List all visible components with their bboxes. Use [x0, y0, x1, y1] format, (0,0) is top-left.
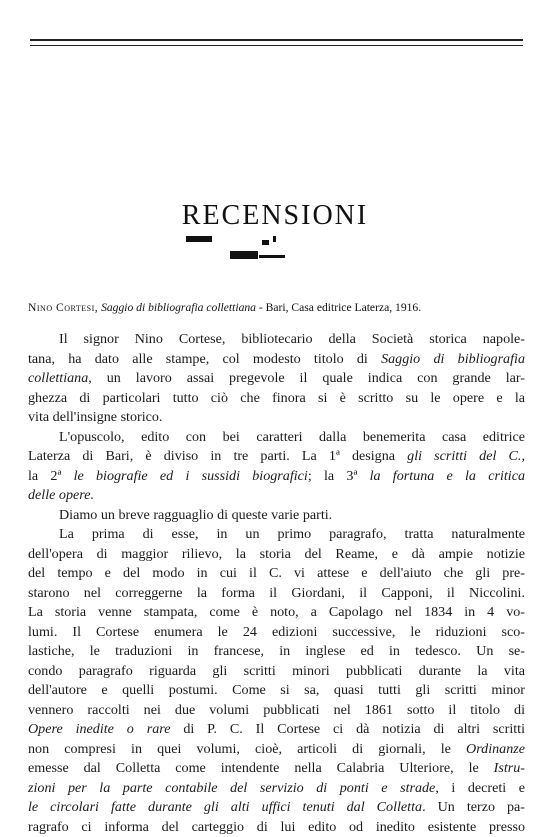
body-text: Diamo un breve ragguaglio di queste varie parti. [59, 507, 332, 523]
body-line [28, 350, 525, 370]
body-text: del tempo e del modo in cui il C. vi attese e dell'aiuto che gli pre- [28, 565, 525, 581]
italic-text: le circolari fatte durante gli alti uffici tenuti dal Colletta [28, 799, 422, 815]
body-text: , un lavoro assai pregevole il quale indica con grande lar- [88, 370, 525, 386]
body-text: lastiche, le traduzioni in francese, in inglese ed in tedesco. Un se- [28, 643, 525, 659]
body-text: vita dell'insigne storico. [28, 409, 162, 425]
body-line [28, 662, 525, 682]
body-text: . Un terzo pa- [422, 799, 525, 815]
body-line [28, 701, 525, 721]
body-line [28, 740, 525, 760]
body-line [28, 467, 525, 487]
body-text: vennero raccolti nei due volumi pubblicati nel 1861 sotto il titolo di [28, 702, 525, 718]
body-line [28, 759, 525, 779]
body-text: La storia venne stampata, come è noto, a Capolago nel 1834 in 4 vo- [28, 604, 525, 620]
body-line [28, 428, 525, 448]
italic-text: collettiana [28, 370, 88, 386]
body-line [28, 408, 525, 428]
body-line [28, 564, 525, 584]
body-line [28, 545, 525, 565]
body-text: La prima di esse, in un primo paragrafo, tratta naturalmente [59, 526, 525, 542]
body-text: starono nel correggerne la forma il Giordani, il Capponi, il Niccolini. [28, 585, 525, 601]
body-line [28, 330, 525, 350]
body-text: condo paragrafo riguarda gli scritti minori pubblicati durante la vita [28, 663, 525, 679]
italic-text: Saggio di bibliografia [381, 351, 525, 367]
body-line [28, 447, 525, 467]
review-citation [28, 301, 528, 314]
review-body [28, 330, 525, 837]
body-line [28, 798, 525, 818]
body-text: , [521, 448, 525, 464]
body-line [28, 506, 525, 526]
body-text: ghezza di particolari tutto ciò che finora si è scritto su le opere e la [28, 390, 525, 406]
body-text: non compresi in quei volumi, cioè, articoli di giornali, le [28, 741, 466, 757]
body-text: la 2ª [28, 468, 74, 484]
italic-text: Ordinanze [466, 741, 525, 757]
body-text: dell'autore e quelli postumi. Come si sa, quasi tutti gli scritti minor [28, 682, 525, 698]
body-line [28, 818, 525, 837]
italic-text: Opere inedite o rare [28, 721, 170, 737]
italic-text: le biografie ed i sussidi biografici [74, 468, 308, 484]
body-line [28, 642, 525, 662]
body-text: L'opuscolo, edito con bei caratteri dalla benemerita casa editrice [59, 429, 525, 445]
body-line [28, 389, 525, 409]
italic-text: Istru- [494, 760, 525, 776]
body-text: di P. C. Il Cortese ci dà notizia di altri scritti [170, 721, 525, 737]
body-text: Il signor Nino Cortese, bibliotecario della Società storica napole- [59, 331, 525, 347]
body-text: tana, ha dato alle stampe, col modesto titolo di [28, 351, 381, 367]
body-text: dell'opera di maggior rilievo, la storia del Reame, e dà ampie notizie [28, 546, 525, 562]
body-text: ragrafo ci informa del carteggio di lui edito od inedito esistente presso [28, 819, 525, 835]
body-text: , i decreti e [435, 780, 525, 796]
section-title: RECENSIONI [0, 200, 550, 232]
body-line [28, 681, 525, 701]
body-line [28, 603, 525, 623]
body-text: emesse dal Colletta come intendente nella Calabria Ulteriore, le [28, 760, 494, 776]
body-line [28, 584, 525, 604]
body-text: Laterza di Bari, è diviso in tre parti. La 1ª designa [28, 448, 407, 464]
body-line [28, 779, 525, 799]
citation-author: Nino Cortesi, [28, 301, 98, 314]
body-line [28, 720, 525, 740]
italic-text: la fortuna e la critica [370, 468, 525, 484]
header-rule-top [30, 39, 523, 41]
italic-text: zioni per la parte contabile del servizio di ponti e strade [28, 780, 435, 796]
body-line [28, 623, 525, 643]
body-line [28, 486, 525, 506]
body-line [28, 369, 525, 389]
citation-work: Saggio di bibliografia collettiana [101, 301, 256, 314]
body-text: ; la 3ª [308, 468, 370, 484]
italic-text: gli scritti del C. [407, 448, 521, 464]
italic-text: delle opere. [28, 487, 94, 503]
header-rule-bottom [30, 45, 523, 46]
body-text: lumi. Il Cortese enumera le 24 edizioni successive, le riduzioni sco- [28, 624, 525, 640]
body-line [28, 525, 525, 545]
citation-publisher: - Bari, Casa editrice Laterza, 1916. [259, 301, 421, 314]
